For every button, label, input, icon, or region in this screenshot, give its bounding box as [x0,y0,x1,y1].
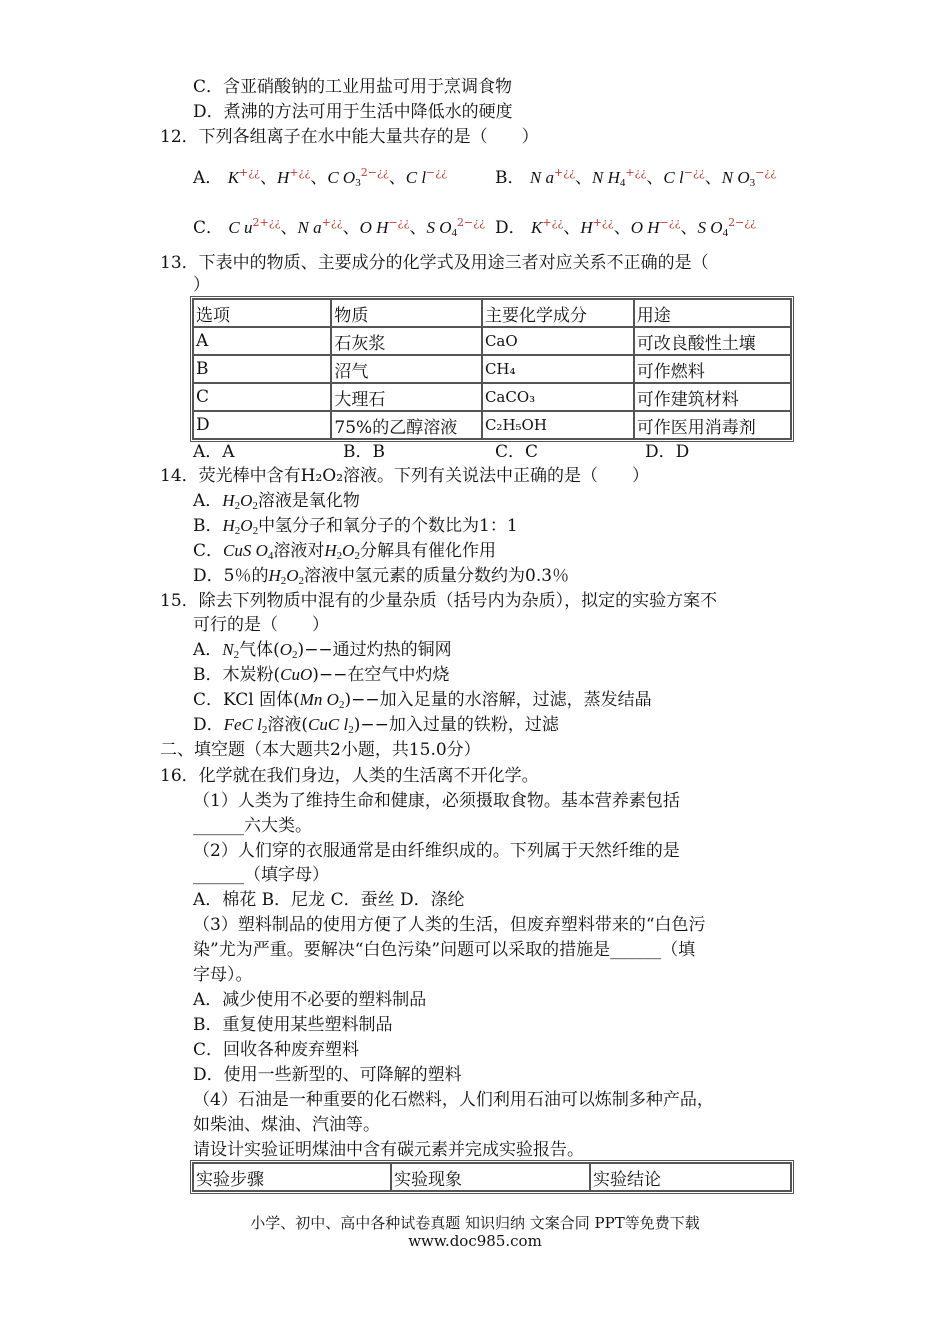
table-header-cell: 用途 [634,299,791,327]
q12-a-label: A． [193,168,223,188]
table-header-row [193,1163,791,1191]
table-cell: A [193,327,331,355]
q16-part1-line2: ______六大类。 [193,816,312,836]
table-cell: B [193,355,331,383]
q14-option-c: C．CuS $O_4$溶液对$H_2O_2$分解具有催化作用 [193,541,496,562]
q14-option-b: B．$H_2O_2$中氢分子和氧分子的个数比为1：1 [193,516,518,537]
table-header-row [193,299,791,327]
table-cell: 沼气 [331,355,482,383]
q15-stem: 15．除去下列物质中混有的少量杂质（括号内为杂质），拟定的实验方案不 [160,591,718,611]
q13-option-b: B．B [343,442,385,462]
q13-option-d: D．D [645,442,690,462]
q16-part2-line1: （2）人们穿的衣服通常是由纤维织成的。下列属于天然纤维的是 [193,841,680,861]
table-cell: 可作医用消毒剂 [634,411,791,439]
table-row [193,355,791,383]
q16-part3-line3: 字母）。 [193,965,253,985]
footer-website: www.doc985.com [408,1232,542,1250]
q13-table [190,296,794,442]
q16-part3-option-a: A．减少使用不必要的塑料制品 [193,990,427,1010]
q16-part4-line1: （4）石油是一种重要的化石燃料，人们利用石油可以炼制多种产品， [193,1090,714,1110]
q11-option-c: C．含亚硝酸钠的工业用盐可用于烹调食物 [193,77,513,97]
table-cell: 石灰浆 [331,327,482,355]
q12-option-b: B． N a+¿¿、N $H_4^{+¿¿}$、C l−¿¿、N $O_3^{-¿¿}$ [495,166,777,189]
q16-part3-option-c: C．回收各种废弃塑料 [193,1040,360,1060]
q12-option-a: A． K+¿¿、H+¿¿、C $O_3^{2-¿¿}$、C l−¿¿ [193,166,448,189]
q12-stem: 12．下列各组离子在水中能大量共存的是（ ） [160,127,539,147]
table-cell: 可作建筑材料 [634,383,791,411]
table-header-cell: 选项 [193,299,331,327]
q13-option-a: A．A [193,442,235,462]
table-cell: C₂H₅OH [482,411,634,439]
q16-part3-line2: 染”尤为严重。要解决“白色污染”问题可以采取的措施是______（填 [193,940,696,960]
q12-b-label: B． [495,168,525,188]
q16-part3-option-d: D．使用一些新型的、可降解的塑料 [193,1065,462,1085]
section-2-heading: 二、填空题（本大题共2小题，共15.0分） [160,740,481,760]
q16-part4-line2: 如柴油、煤油、汽油等。 [193,1115,380,1135]
table-cell: 75%的乙醇溶液 [331,411,482,439]
q15-option-c: C．KCl 固体(Mn $O_2)--$加入足量的水溶解，过滤，蒸发结晶 [193,690,652,711]
table-row [193,411,791,439]
q13-stem-close: ） [193,275,210,295]
q15-option-b: B．木炭粉(CuO)−−在空气中灼烧 [193,665,450,685]
q14-option-a: A．$H_2O_2$溶液是氧化物 [193,491,360,512]
q15-option-a: A．$N_2$气体$(O_2)--$通过灼热的铜网 [193,640,452,661]
table-header-cell: 实验步骤 [193,1163,391,1191]
q11-option-d: D．煮沸的方法可用于生活中降低水的硬度 [193,102,513,122]
table-row [193,327,791,355]
table-cell: 大理石 [331,383,482,411]
q13-option-c: C．C [495,442,539,462]
table-cell: CaO [482,327,634,355]
q15-option-d: D．FeC $l_2$溶液(CuC $l_2)--$加入过量的铁粉，过滤 [193,715,559,736]
table-cell: D [193,411,331,439]
q16-part2-line2: ______（填字母） [193,865,329,885]
q15-stem-cont: 可行的是（ ） [193,615,329,635]
q16-part1-line1: （1）人类为了维持生命和健康，必须摄取食物。基本营养素包括 [193,791,680,811]
table-cell: 可改良酸性土壤 [634,327,791,355]
q12-c-label: C． [193,218,224,238]
q16-part2-options: A．棉花 B．尼龙 C．蚕丝 D．涤纶 [193,890,465,910]
table-cell: CaCO₃ [482,383,634,411]
table-header-cell: 实验结论 [590,1163,791,1191]
table-header-cell: 物质 [331,299,482,327]
table-row [193,383,791,411]
q16-part3-line1: （3）塑料制品的使用方便了人类的生活，但废弃塑料带来的“白色污 [193,915,706,935]
experiment-report-table [190,1160,794,1194]
q14-option-d: D．5％的$H_2O_2$溶液中氢元素的质量分数约为0.3％ [193,566,570,587]
q14-stem: 14．荧光棒中含有H₂O₂溶液。下列有关说法中正确的是（ ） [160,466,650,486]
table-cell: CH₄ [482,355,634,383]
q12-option-c: C． C $u^{2+¿¿}$、N a+¿¿、O H−¿¿、S $O_4^{2-¿¿}$ [193,216,486,239]
q16-part4-line3: 请设计实验证明煤油中含有碳元素并完成实验报告。 [193,1140,584,1160]
table-header-cell: 实验现象 [391,1163,590,1191]
q12-option-d: D． K+¿¿、H+¿¿、O H−¿¿、S $O_4^{2-¿¿}$ [495,216,757,239]
table-header-cell: 主要化学成分 [482,299,634,327]
q16-stem: 16．化学就在我们身边，人类的生活离不开化学。 [160,766,539,786]
table-cell: 可作燃料 [634,355,791,383]
q16-part3-option-b: B．重复使用某些塑料制品 [193,1015,393,1035]
footer-promo-line: 小学、初中、高中各种试卷真题 知识归纳 文案合同 PPT等免费下载 [250,1214,700,1232]
q12-d-label: D． [495,218,526,238]
table-cell: C [193,383,331,411]
q13-stem: 13．下表中的物质、主要成分的化学式及用途三者对应关系不正确的是（ [160,253,709,273]
